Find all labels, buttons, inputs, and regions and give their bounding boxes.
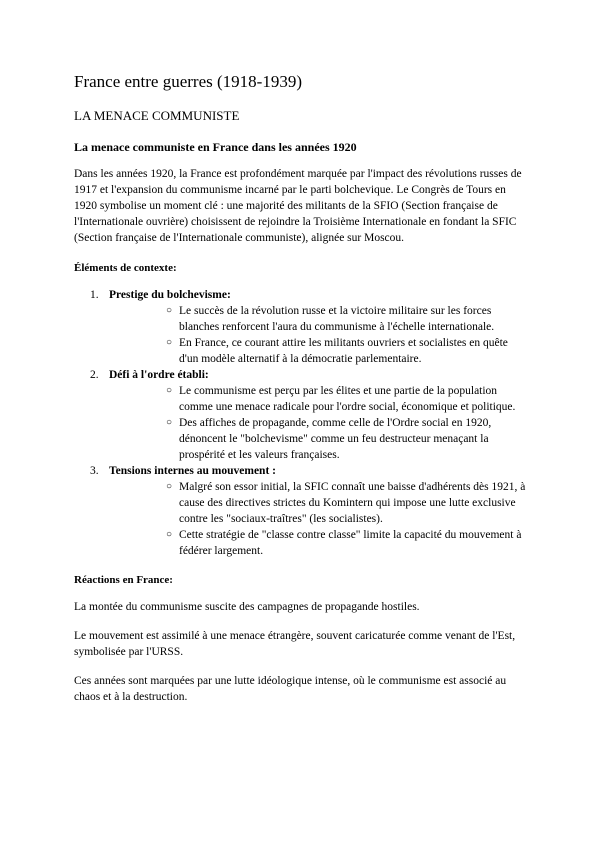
item-title: Tensions internes au mouvement : xyxy=(109,465,276,477)
sublist-item xyxy=(109,415,530,463)
subheading: La menace communiste en France dans les années 1920 xyxy=(74,140,357,154)
sublist-text: En France, ce courant attire les militants ouvriers et socialistes en quête d'un modèle alternatif à la démocratie parlementaire. xyxy=(179,337,508,365)
sublist-text: Malgré son essor initial, la SFIC connaît une baisse d'adhérents dès 1921, à cause des directives strictes du Komintern qui impose une lutte exclusive contre les "sociaux-traîtres" (les socialistes). xyxy=(179,481,526,525)
list-item xyxy=(74,463,530,559)
circle-bullet-icon: ○ xyxy=(166,337,173,348)
reactions-paragraph-2: Le mouvement est assimilé à une menace étrangère, souvent caricaturée comme venant de l'Est, symbolisée par l'URSS. xyxy=(74,630,516,658)
circle-bullet-icon: ○ xyxy=(166,305,173,316)
list-item xyxy=(74,287,530,367)
sublist-text: Le succès de la révolution russe et la victoire militaire sur les forces blanches renforcent l'aura du communisme à l'échelle internationale. xyxy=(179,305,495,333)
sublist-item xyxy=(109,303,530,335)
sublist-item xyxy=(109,479,530,527)
item-number: 3. xyxy=(90,465,99,477)
sublist xyxy=(109,479,530,559)
sublist xyxy=(109,303,530,367)
reactions-paragraph-3: Ces années sont marquées par une lutte idéologique intense, où le communisme est associé au chaos et à la destruction. xyxy=(74,675,507,703)
intro-paragraph: Dans les années 1920, la France est profondément marquée par l'impact des révolutions russes de 1917 et l'expansion du communisme incarné par le parti bolchevique. Le Congrès de Tours en 1920 symbolise un moment clé : une majorité des militants de la SFIO (Section française de l'Internationale ouvrière) choisissent de rejoindre la Troisième Internationale en fondant la SFIC (Section française de l'Internationale communiste), alignée sur Moscou. xyxy=(74,168,522,244)
sublist-item xyxy=(109,527,530,559)
document-title: France entre guerres (1918-1939) xyxy=(74,72,302,91)
circle-bullet-icon: ○ xyxy=(166,417,173,428)
item-title: Prestige du bolchevisme: xyxy=(109,289,231,301)
circle-bullet-icon: ○ xyxy=(166,529,173,540)
item-number: 1. xyxy=(90,289,99,301)
item-number: 2. xyxy=(90,369,99,381)
circle-bullet-icon: ○ xyxy=(166,481,173,492)
circle-bullet-icon: ○ xyxy=(166,385,173,396)
sublist-text: Cette stratégie de "classe contre classe" limite la capacité du mouvement à fédérer largement. xyxy=(179,529,522,557)
reactions-label: Réactions en France: xyxy=(74,574,173,586)
list-item xyxy=(74,367,530,463)
sublist-item xyxy=(109,383,530,415)
sublist-text: Le communisme est perçu par les élites et une partie de la population comme une menace radicale pour l'ordre social, économique et politique. xyxy=(179,385,516,413)
sublist-item xyxy=(109,335,530,367)
sublist xyxy=(109,383,530,463)
item-title: Défi à l'ordre établi: xyxy=(109,369,209,381)
section-title: LA MENACE COMMUNISTE xyxy=(74,108,240,123)
context-label: Éléments de contexte: xyxy=(74,262,177,274)
reactions-paragraph-1: La montée du communisme suscite des campagnes de propagande hostiles. xyxy=(74,601,420,613)
context-list xyxy=(74,287,530,559)
sublist-text: Des affiches de propagande, comme celle de l'Ordre social en 1920, dénoncent le "bolchevisme" comme un feu destructeur menaçant la prospérité et les valeurs françaises. xyxy=(179,417,492,461)
